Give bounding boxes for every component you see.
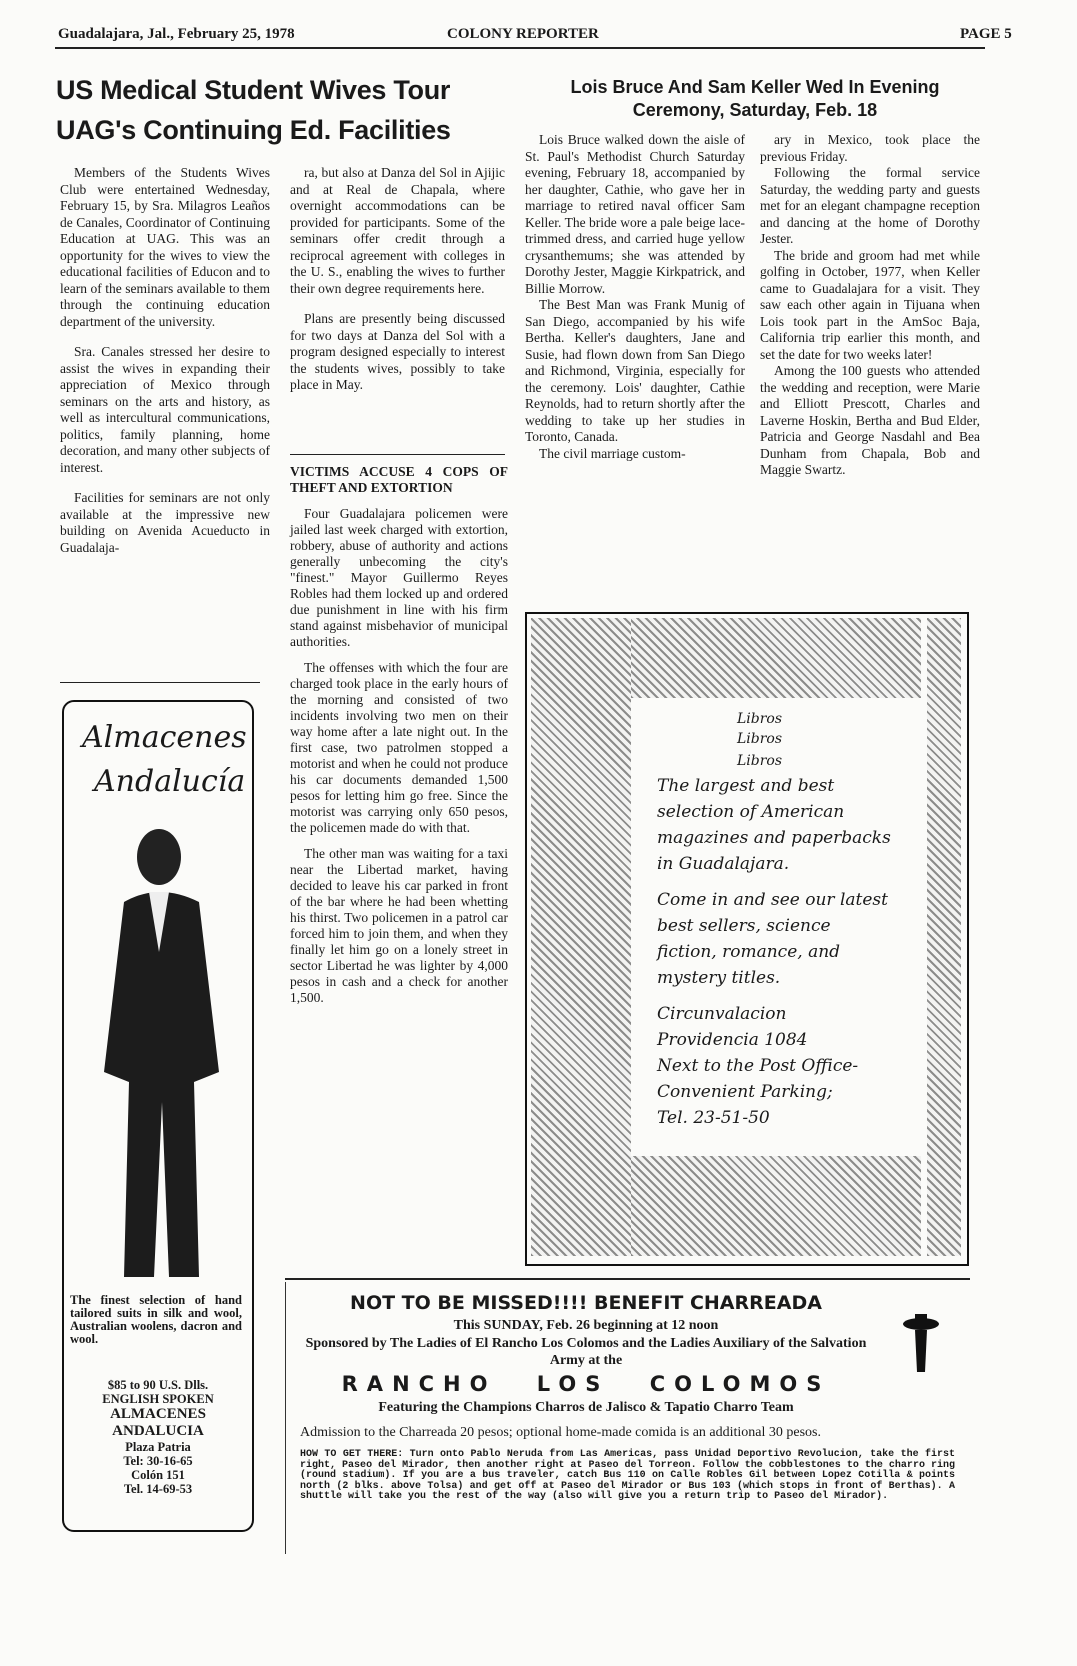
libros-line: The largest and best: [657, 776, 835, 796]
address: Plaza Patria: [125, 1440, 191, 1454]
paragraph: ra, but also at Danza del Sol in Ajijic and at Real de Chapala, where overnight accommodations can be provided for participants. Some of the seminars offer credit through a reciprocal agreement with colleges in the U. S., enabling the wives to further their own degree requirements here.: [290, 165, 505, 296]
paragraph: Following the formal service Saturday, the wedding party and guests met for an elegant champagne reception and dancing at the home of Dorothy Jester.: [760, 165, 980, 246]
libros-text: [657, 709, 922, 1131]
article-uag-col1: [60, 165, 270, 570]
page-number: PAGE 5: [960, 26, 1012, 42]
divider: [285, 1278, 970, 1280]
store-name: ALMACENES: [110, 1406, 206, 1422]
paragraph: Plans are presently being discussed for two days at Danza del Sol with a program designed especially to interest the students wives, possibly to take place in May.: [290, 311, 505, 392]
libros-line: Come in and see our latest: [657, 890, 888, 910]
libros-line: Libros: [737, 711, 783, 727]
charro-sombrero-icon: [901, 1312, 941, 1392]
woodcut-border-left-illustration: [531, 618, 631, 1256]
paragraph: Sra. Canales stressed her desire to assist the wives in expanding their appreciation of Mexico through seminars on the arts and history, as well as intercultural communications, politics, family planning, home decoration, and many other subjects of interest.: [60, 344, 270, 475]
ad-blurb: The finest selection of hand tailored suits in silk and wool, Australian woolens, dacron and wool.: [70, 1293, 242, 1346]
headline-wedding: Lois Bruce And Sam Keller Wed In Evening Ceremony, Saturday, Feb. 18: [570, 77, 940, 120]
address: Colón 151: [131, 1468, 185, 1482]
paper-name: COLONY REPORTER: [447, 26, 599, 42]
paragraph: The offenses with which the four are charged took place in the early hours of the morning and consisted of two incidents involving two men on their way home after a late night out. In the first case, two patrolmen stopped a motorist and when he could not produce his car documents demanded 1,500 pesos for letting him go free. Since the motorist was carrying only 650 pesos, the policemen made do with that.: [290, 660, 508, 835]
logo-almacenes: Almacenes: [82, 720, 247, 755]
paragraph: Members of the Students Wives Club were entertained Wednesday, February 15, by Sra. Milagros Leaños de Canales, Coordinator of Continuing Education at UAG. This was an opportunity for the wives to view the educational facilities of Educon and to learn of the seminars available to them through the continuing education department of the university.: [60, 165, 270, 329]
ad-libros: [525, 612, 969, 1266]
libros-line: Convenient Parking;: [657, 1082, 833, 1102]
article-uag-col2: [290, 165, 505, 394]
sponsors: Sponsored by The Ladies of El Rancho Los Colomos and the Ladies Auxiliary of the Salvation Army at the: [305, 1336, 867, 1368]
phone: Tel. 14-69-53: [123, 1482, 193, 1496]
libros-line: Libros: [737, 731, 783, 747]
libros-line: in Guadalajara.: [657, 854, 790, 874]
price: $85 to 90 U.S. Dlls.: [107, 1378, 209, 1392]
woodcut-border-right-illustration: [927, 618, 961, 1256]
paragraph: ary in Mexico, took place the previous Friday.: [760, 132, 980, 164]
english-spoken: ENGLISH SPOKEN: [102, 1392, 214, 1406]
header-rule: [55, 47, 985, 49]
admission: Admission to the Charreada 20 pesos; optional home-made comida is an additional 30 pesos.: [300, 1425, 822, 1440]
paragraph: The civil marriage custom-: [539, 445, 686, 461]
ad-almacenes: [62, 700, 254, 1532]
libros-line: Circunvalacion: [657, 1004, 787, 1024]
paragraph: Among the 100 guests who attended the wedding and reception, were Marie and Elliott Prescott, Charles and Laverne Hoskin, Bertha and Bud Elder, Patricia and George Nasdahl and Bea Dunham from Chapala, Bob and Maggie Swartz.: [760, 363, 980, 477]
woodcut-border-top-illustration: [631, 618, 921, 698]
paragraph: The Best Man was Frank Munig of San Diego, accompanied by his wife Bertha. Keller's daughters, Jane and Susie, had flown down from San Diego and Richmond, Virginia, especially for the ceremony. Lois' daughter, Cathie Reynolds, had to return shortly after the wedding to take up her studies in Toronto, Canada.: [525, 297, 745, 444]
charreada-headline: NOT TO BE MISSED!!!! BENEFIT CHARREADA: [350, 1292, 822, 1314]
libros-line: Providencia 1084: [657, 1030, 808, 1050]
paragraph: Four Guadalajara policemen were jailed last week charged with extortion, robbery, abuse of authority and actions generally unbecoming the city's "finest." Mayor Guillermo Reyes Robles had them locked up and ordered due punishment in line with his firm stand against misbehavior of municipal authorities.: [290, 506, 508, 649]
article-wedding-col2: [760, 132, 980, 479]
directions: HOW TO GET THERE: Turn onto Pablo Neruda from Las Americas, pass Unidad Deportivo Revolucion, take the first right, Paseo del Mirador, then another right at Paseo del Torreon. Follow the cobblestones to the charro ring (round stadium). If you are a bus traveler, catch Bus 110 on Calle Robles Gil between Lopez Cotilla & points north (2 blks. above Tolsa) and get off at Paseo del Mirador or Bus 103 (which stops in front of Berthas). A shuttle will take you the rest of the way (also will give you a return trip to Paseo del Mirador).: [300, 1449, 955, 1502]
headline-cops: VICTIMS ACCUSE 4 COPS OF THEFT AND EXTORTION: [290, 464, 508, 495]
dateline: Guadalajara, Jal., February 25, 1978: [58, 26, 295, 42]
article-cops: [290, 464, 508, 1006]
logo-andalucia: Andalucía: [94, 764, 246, 799]
man-in-suit-illustration: [74, 822, 244, 1282]
libros-line: Next to the Post Office-: [657, 1056, 859, 1076]
libros-line: selection of American: [657, 802, 845, 822]
libros-line: best sellers, science: [657, 916, 831, 936]
libros-line: magazines and paperbacks: [657, 828, 891, 848]
ad-details: [64, 1378, 252, 1496]
libros-line: mystery titles.: [657, 968, 781, 988]
venue: RANCHO LOS COLOMOS: [341, 1372, 831, 1396]
headline-uag: US Medical Student Wives Tour UAG's Continuing Ed. Facilities: [56, 75, 451, 145]
store-name: ANDALUCIA: [112, 1423, 204, 1439]
libros-line: Libros: [737, 753, 783, 769]
divider: [60, 682, 260, 683]
paragraph: The bride and groom had met while golfing in October, 1977, when Keller came to Guadalajara for a visit. They saw each other again in Tijuana when Lois took part in the AmSoc Baja, California trip earlier this month, and set the date for two weeks later!: [760, 247, 980, 362]
article-wedding-col1: [525, 132, 745, 462]
paragraph: The other man was waiting for a taxi near the Libertad market, having decided to leave his car parked in front of the bar where he had been whetting his thirst. Two policemen in a patrol car forced him to join them, and when they finally let him go on a lonely street in sector Libertad he was lighter by 4,000 pesos in cash and a check for another 1,500.: [290, 846, 508, 1005]
paragraph: Facilities for seminars are not only available at the impressive new building on Avenida Acueducto in Guadalaja-: [60, 490, 270, 555]
woodcut-border-bottom-illustration: [631, 1156, 921, 1256]
libros-line: Tel. 23-51-50: [657, 1108, 770, 1128]
libros-line: fiction, romance, and: [657, 942, 841, 962]
divider: [290, 454, 505, 455]
featuring: Featuring the Champions Charros de Jalisco & Tapatio Charro Team: [378, 1400, 794, 1415]
ad-charreada: [285, 1282, 971, 1554]
paragraph: Lois Bruce walked down the aisle of St. Paul's Methodist Church Saturday evening, February 18, accompanied by her daughter, Cathie, who gave her in marriage to retired naval officer Sam Keller. The bride wore a pale beige lace-trimmed dress, and carried huge yellow crysanthemums; she was attended by Dorothy Jester, Maggie Kirkpatrick, and Billie Morrow.: [525, 132, 745, 296]
phone: Tel: 30-16-65: [123, 1454, 193, 1468]
event-time: This SUNDAY, Feb. 26 beginning at 12 noon: [453, 1318, 719, 1333]
